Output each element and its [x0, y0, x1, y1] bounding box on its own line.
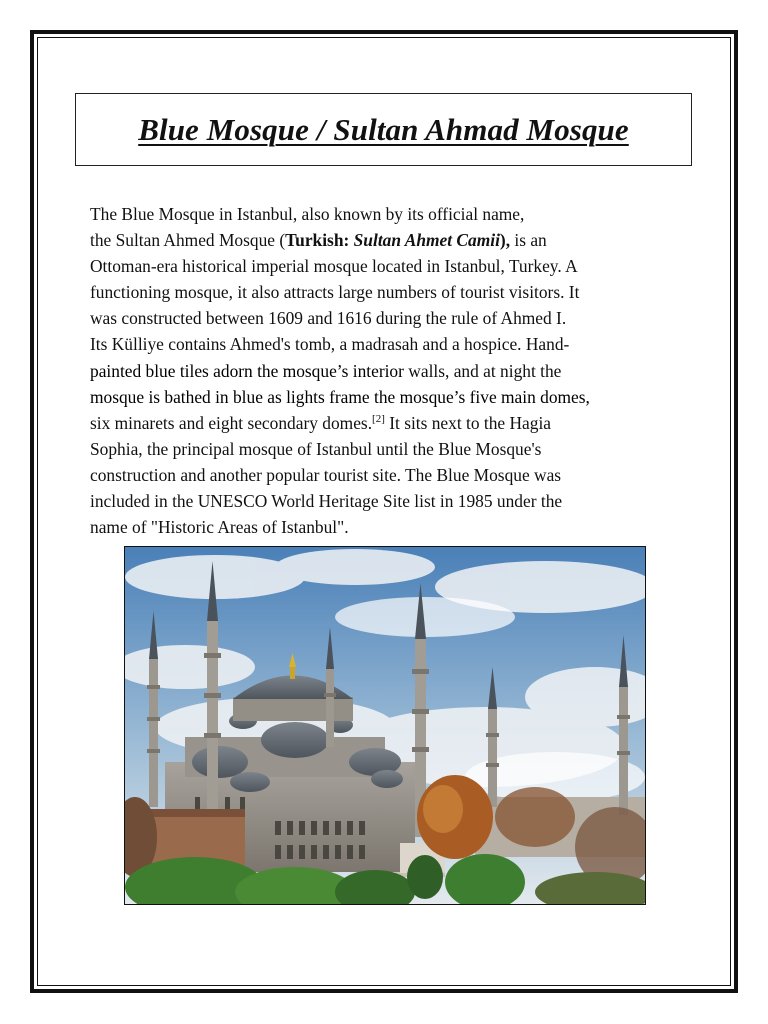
text-span: walls, and at night the: [403, 360, 562, 381]
text-line: construction and another popular tourist site. The Blue Mosque was: [90, 464, 562, 485]
text-line: [90, 410, 680, 436]
text-span: painted blue tiles adorn the mosque’s interior: [90, 360, 404, 381]
text-span: ),: [499, 230, 511, 251]
text-line: included in the UNESCO World Heritage Site list in 1985 under the: [90, 491, 563, 512]
text-line: Its Külliye contains Ahmed's tomb, a madrasah and a hospice. Hand-: [90, 334, 570, 355]
citation[interactable]: [2]: [372, 412, 385, 425]
text-line: Sophia, the principal mosque of Istanbul until the Blue Mosque's: [90, 438, 542, 459]
text-line: was constructed between 1609 and 1616 during the rule of Ahmed I.: [90, 308, 567, 329]
page-title: Blue Mosque / Sultan Ahmad Mosque: [138, 111, 629, 147]
text-line: Ottoman-era historical imperial mosque located in Istanbul, Turkey. A: [90, 256, 578, 277]
text-line: functioning mosque, it also attracts large numbers of tourist visitors. It: [90, 282, 580, 303]
text-line: mosque is bathed in blue as lights frame the mosque’s five main domes,: [90, 386, 590, 407]
text-span: the Sultan Ahmed Mosque (: [90, 230, 286, 251]
text-line: [90, 358, 680, 384]
turkish-name: Sultan Ahmet Camii: [353, 230, 500, 251]
description-paragraph: [90, 201, 680, 540]
title-box: [75, 93, 692, 166]
mosque-photo-icon: [125, 547, 645, 904]
text-line: name of "Historic Areas of Istanbul".: [90, 517, 349, 538]
mosque-photo: [124, 546, 646, 905]
text-line: The Blue Mosque in Istanbul, also known by its official name,: [90, 204, 525, 224]
text-span: is an: [510, 230, 547, 251]
text-span: six minarets and eight secondary domes.: [90, 412, 373, 433]
text-line: [90, 227, 680, 253]
text-span: It sits next to the Hagia: [384, 412, 552, 433]
turkish-label: Turkish:: [285, 230, 354, 251]
